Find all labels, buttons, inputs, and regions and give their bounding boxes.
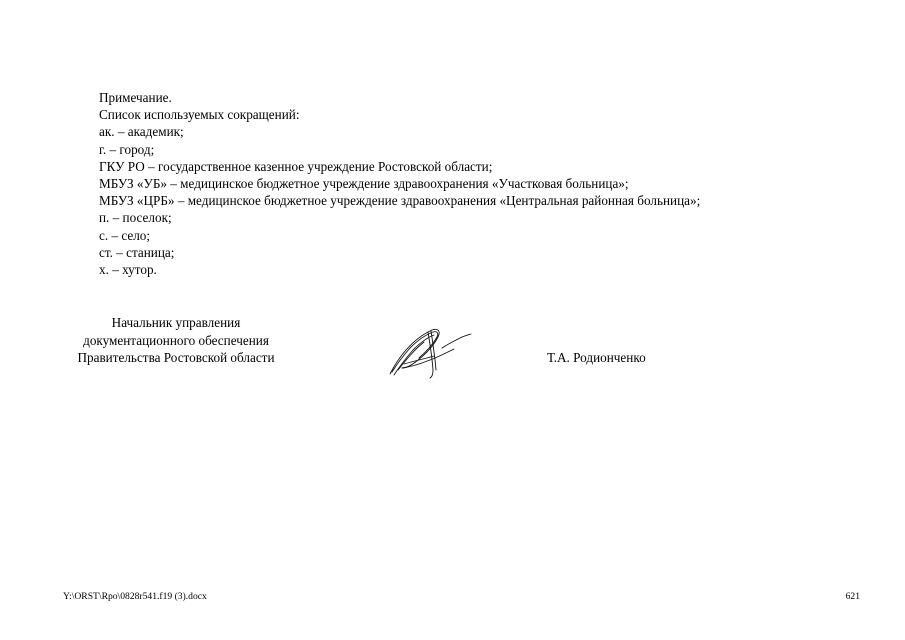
signer-name: Т.А. Родионченко	[547, 350, 646, 365]
abbreviation-item: ГКУ РО – государственное казенное учреждение Ростовской области;	[99, 158, 493, 174]
abbreviations-title: Список используемых сокращений:	[99, 107, 300, 123]
abbreviation-item: ст. – станица;	[99, 244, 175, 260]
position-line: документационного обеспечения	[83, 332, 269, 348]
page-number: 621	[845, 591, 860, 602]
abbreviation-item: с. – село;	[99, 227, 151, 243]
abbreviation-item: п. – поселок;	[99, 210, 172, 226]
footer-file-path: Y:\ORST\Rpo\0828r541.f19 (3).docx	[63, 591, 207, 602]
position-line: Начальник управления	[111, 315, 241, 330]
note-block	[99, 89, 700, 278]
note-heading: Примечание.	[99, 90, 172, 105]
handwritten-signature	[384, 320, 474, 380]
abbreviation-item: х. – хутор.	[99, 262, 157, 278]
abbreviation-item: г. – город;	[99, 141, 155, 157]
abbreviation-item: МБУЗ «ЦРБ» – медицинское бюджетное учреждение здравоохранения «Центральная районная больница»;	[99, 193, 701, 209]
signatory-position	[55, 314, 297, 367]
abbreviation-item: ак. – академик;	[99, 124, 184, 140]
position-line: Правительства Ростовской области	[77, 350, 275, 366]
abbreviation-item: МБУЗ «УБ» – медицинское бюджетное учреждение здравоохранения «Участковая больница»;	[99, 176, 629, 192]
